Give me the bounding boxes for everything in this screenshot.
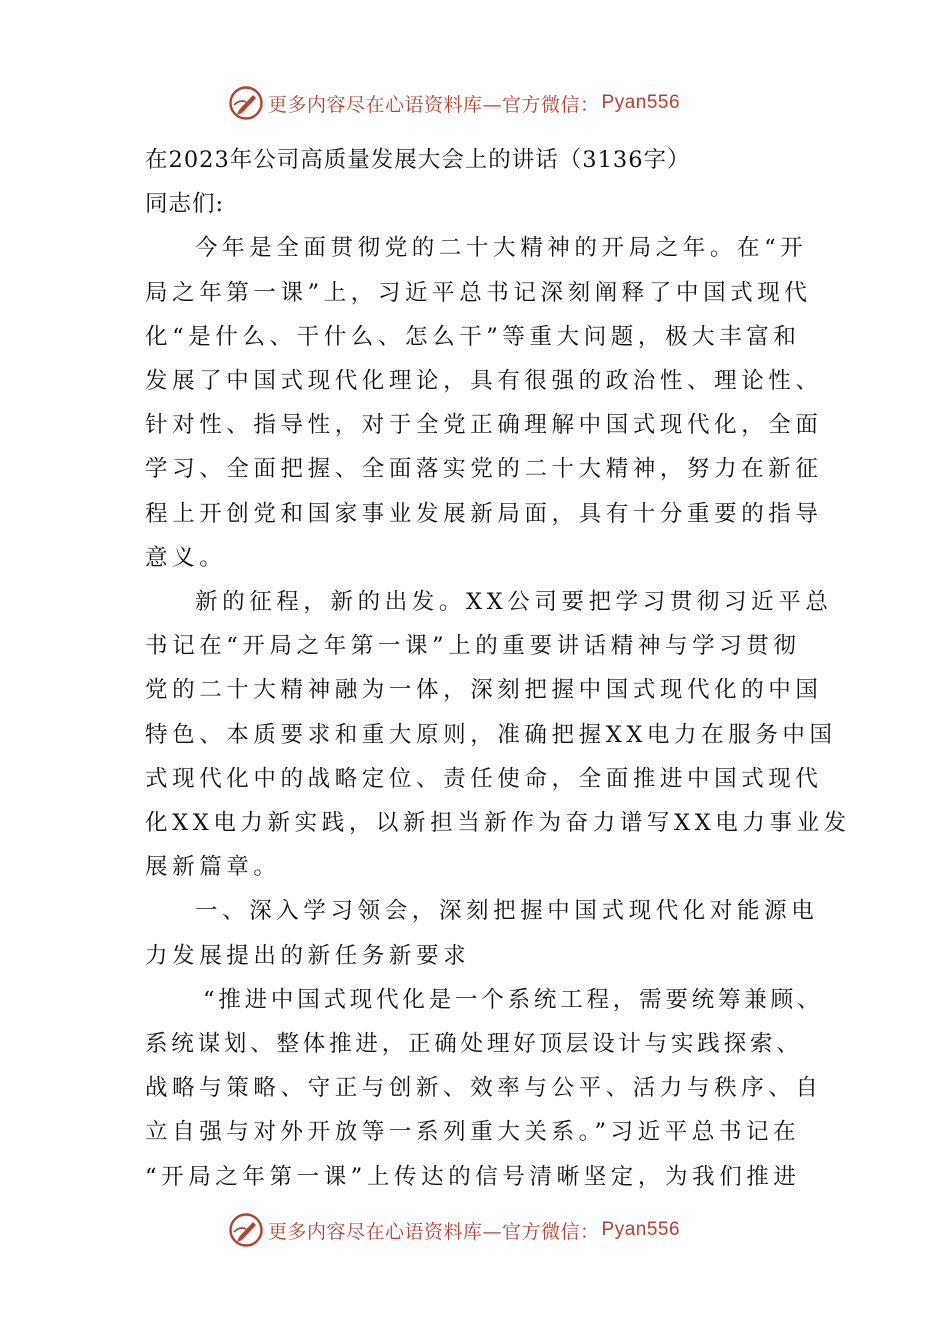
- text-line: 新的征程，新的出发。XX公司要把学习贯彻习近平总: [195, 589, 833, 616]
- text-line: “推进中国式现代化是一个系统工程，需要统筹兼顾、: [203, 986, 824, 1013]
- text-line: 式现代化中的战略定位、责任使命，全面推进中国式现代: [145, 765, 823, 792]
- text-line: 展新篇章。: [145, 854, 281, 881]
- watermark-text: 更多内容尽在心语资料库—官方微信：: [268, 93, 600, 116]
- text-line: 发展了中国式现代化理论，具有很强的政治性、理论性、: [145, 368, 823, 395]
- pen-logo-icon: [228, 1212, 264, 1248]
- document-body: [145, 138, 851, 1199]
- pen-logo-icon: [228, 85, 264, 121]
- document-title: 在2023年公司高质量发展大会上的讲话（3136字）: [145, 147, 691, 173]
- text-line: 战略与策略、守正与创新、效率与公平、活力与秩序、自: [145, 1075, 823, 1102]
- watermark-banner-top: [228, 83, 680, 123]
- text-line: 系统谋划、整体推进，正确处理好顶层设计与实践探索、: [145, 1031, 803, 1058]
- text-line: 程上开创党和国家事业发展新局面，具有十分重要的指导: [145, 500, 823, 527]
- watermark-banner-bottom: [228, 1210, 680, 1250]
- greeting: 同志们:: [145, 191, 225, 218]
- section-heading-line: 一、深入学习领会，深刻把握中国式现代化对能源电: [195, 898, 819, 925]
- watermark-wechat-id: Pyan556: [601, 1219, 681, 1240]
- text-line: 立自强与对外开放等一系列重大关系。”习近平总书记在: [145, 1119, 801, 1146]
- text-line: 针对性、指导性，对于全党正确理解中国式现代化，全面: [145, 412, 823, 439]
- text-line: 化XX电力新实践，以新担当新作为奋力谱写XX电力事业发: [145, 810, 851, 837]
- watermark-text: 更多内容尽在心语资料库—官方微信：: [268, 1220, 600, 1243]
- text-line: 意义。: [145, 544, 227, 571]
- text-line: “开局之年第一课”上传达的信号清晰坚定，为我们推进: [145, 1163, 801, 1190]
- text-line: 特色、本质要求和重大原则，准确把握XX电力在服务中国: [145, 721, 837, 748]
- text-line: 化“是什么、干什么、怎么干”等重大问题，极大丰富和: [145, 323, 801, 350]
- text-line: 党的二十大精神融为一体，深刻把握中国式现代化的中国: [145, 677, 823, 704]
- watermark-wechat-id: Pyan556: [601, 92, 681, 113]
- text-line: 书记在“开局之年第一课”上的重要讲话精神与学习贯彻: [145, 633, 801, 660]
- text-line: 局之年第一课”上，习近平总书记深刻阐释了中国式现代: [145, 279, 812, 306]
- text-line: 今年是全面贯彻党的二十大精神的开局之年。在“开: [195, 235, 808, 262]
- section-heading-line: 力发展提出的新任务新要求: [145, 942, 471, 969]
- text-line: 学习、全面把握、全面落实党的二十大精神，努力在新征: [145, 456, 823, 483]
